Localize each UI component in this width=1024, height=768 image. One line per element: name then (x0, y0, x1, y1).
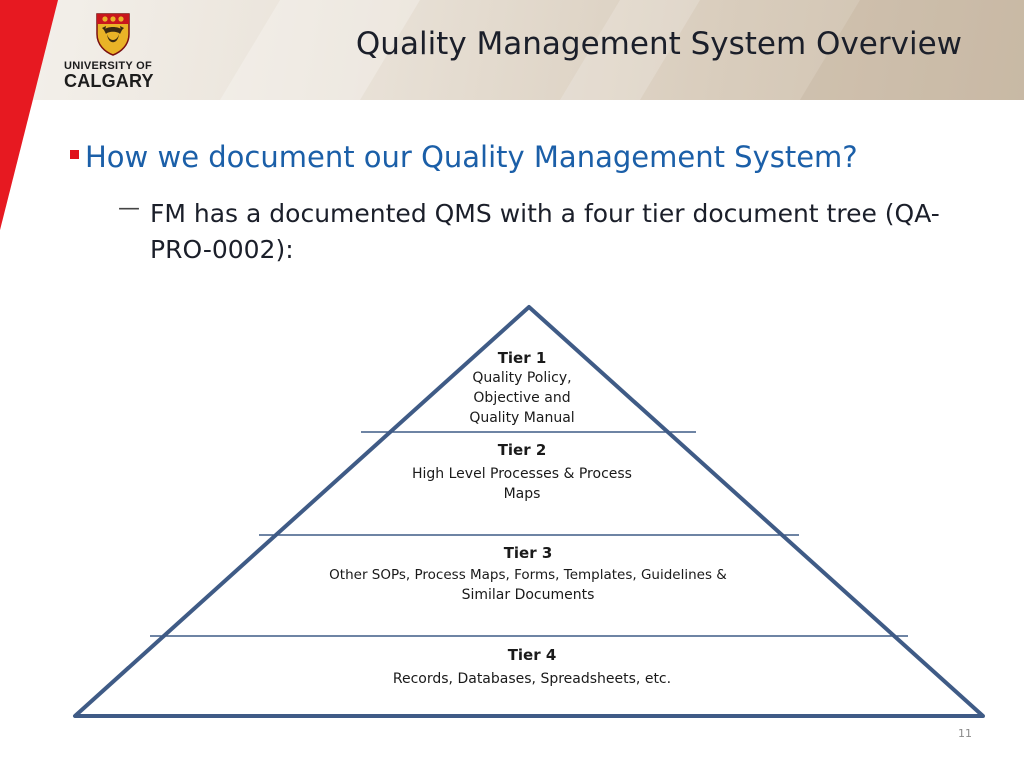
slide-title: Quality Management System Overview (355, 26, 962, 62)
tier-1-body-line: Quality Manual (469, 410, 575, 426)
tier-2-heading: Tier 2 (497, 441, 547, 459)
crest-icon (94, 12, 132, 56)
tier-3-body-line: Other SOPs, Process Maps, Forms, Templates, Guidelines & (329, 567, 727, 583)
tier-2-body-line: Maps (503, 486, 541, 502)
tier-1-label (422, 348, 622, 428)
logo-text-line1: UNIVERSITY OF (64, 60, 153, 72)
main-bullet (70, 140, 858, 174)
tier-3-heading: Tier 3 (503, 544, 553, 562)
sub-bullet-text: FM has a documented QMS with a four tier document tree (QA-PRO-0002): (150, 199, 940, 264)
tier-4-label (332, 645, 732, 689)
tier-4-heading: Tier 4 (507, 646, 557, 664)
bullet-square-icon (70, 150, 79, 159)
page-number: 11 (958, 727, 972, 740)
brand-red-bar (0, 0, 60, 768)
tier-2-label (362, 440, 682, 504)
university-logo (62, 12, 166, 92)
tier-1-body-line: Objective and (473, 390, 571, 406)
sub-bullet-dash: — (118, 196, 140, 221)
tier-3-body-line: Similar Documents (461, 587, 595, 603)
tier-2-body-line: High Level Processes & Process (412, 466, 632, 482)
logo-text-line2: CALGARY (64, 71, 154, 91)
tier-3-label (268, 543, 788, 605)
main-bullet-text: How we document our Quality Management System? (85, 140, 858, 174)
tier-1-body-line: Quality Policy, (472, 370, 572, 386)
tier-1-heading: Tier 1 (497, 349, 547, 367)
tier-4-body-line: Records, Databases, Spreadsheets, etc. (392, 671, 672, 687)
